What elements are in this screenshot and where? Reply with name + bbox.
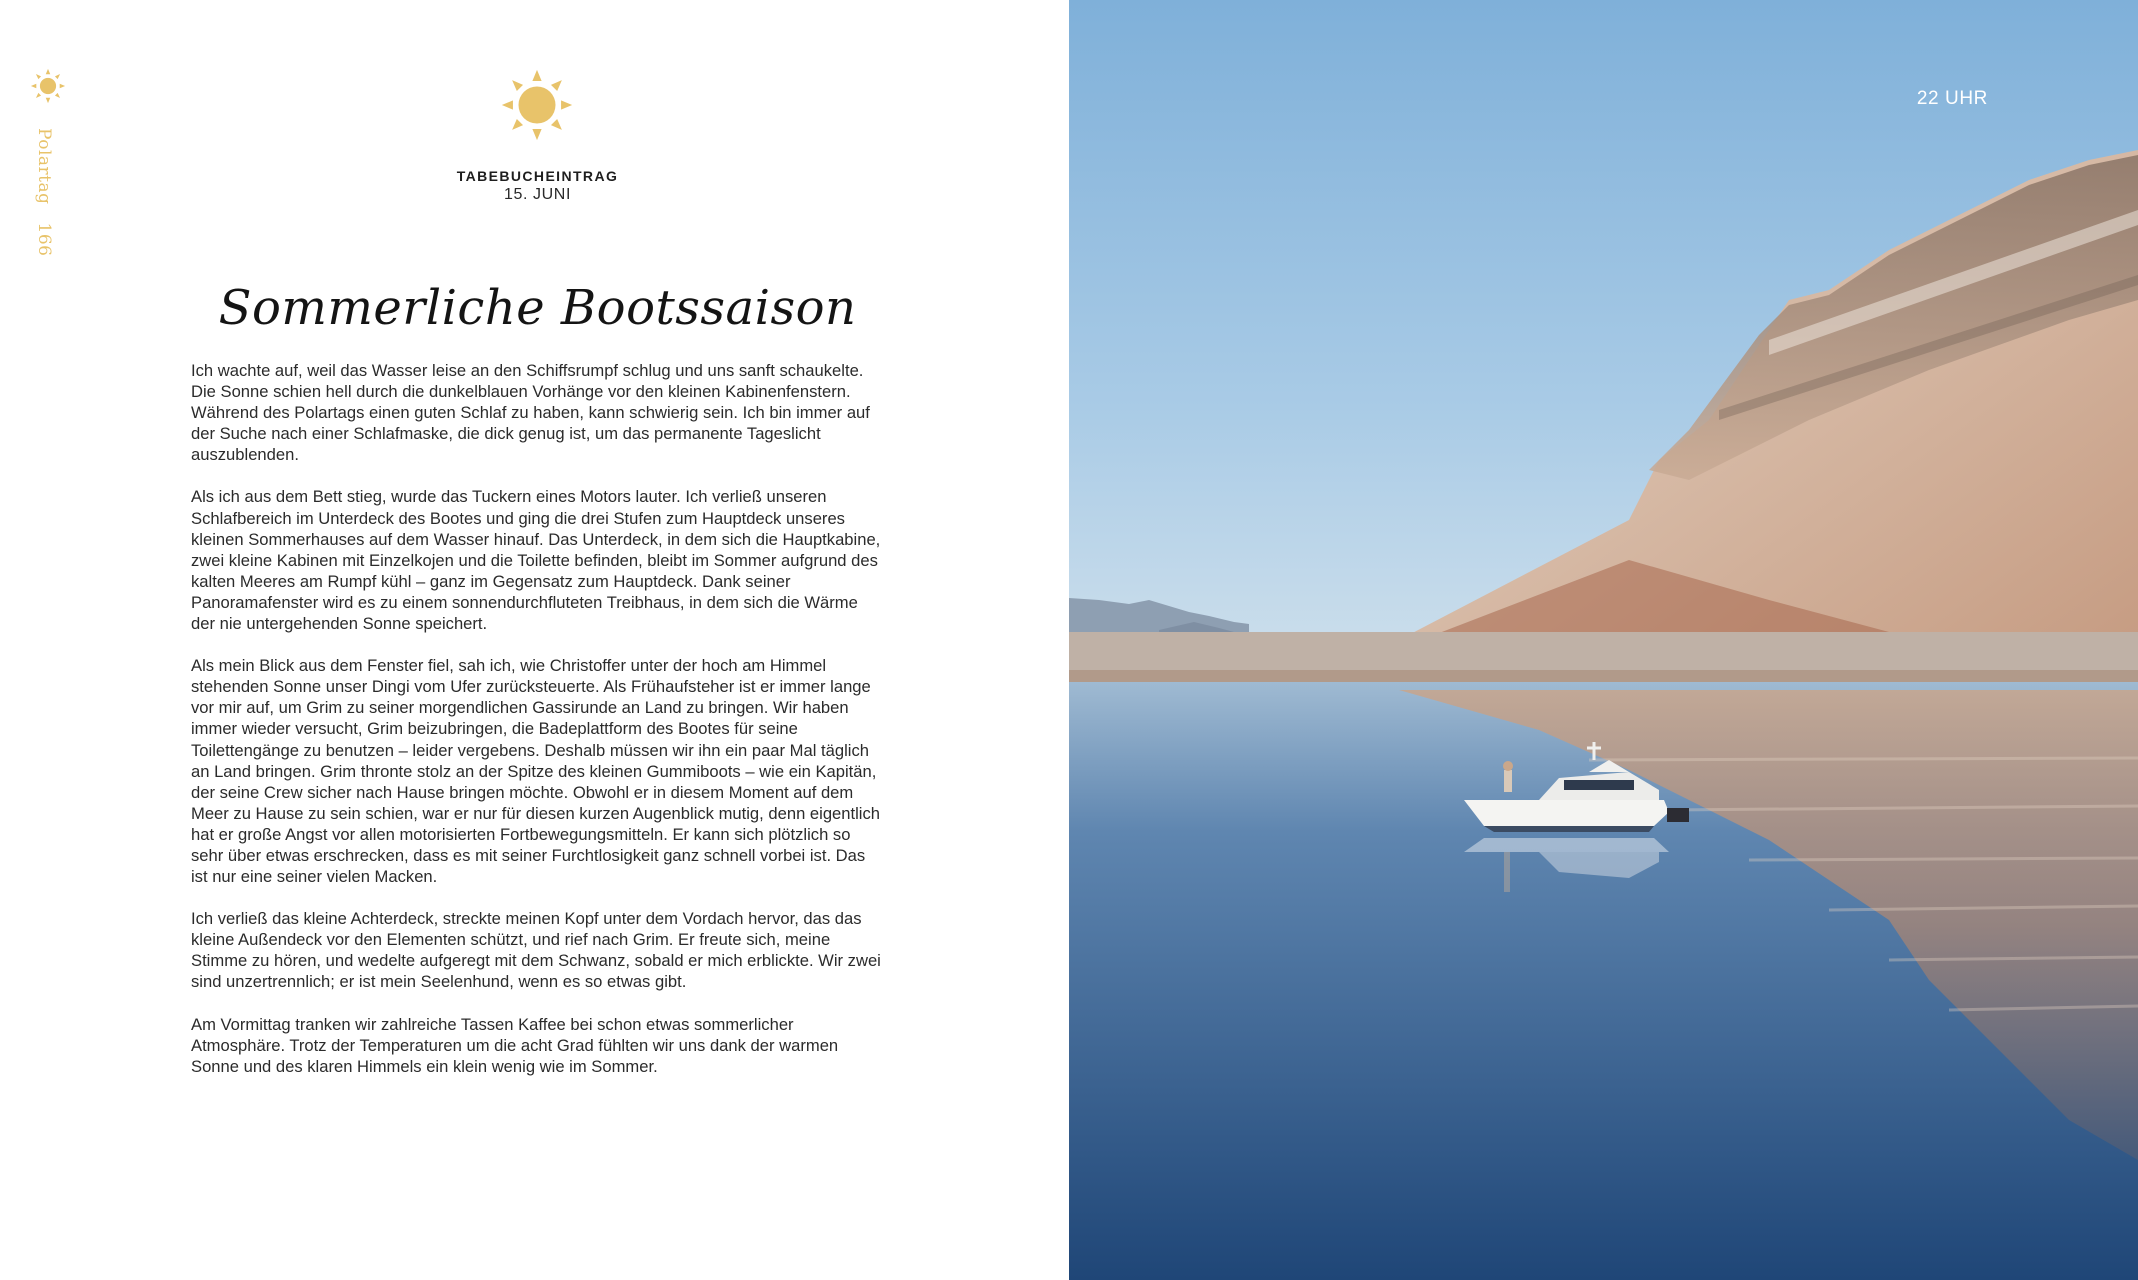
- paragraph: Als ich aus dem Bett stieg, wurde das Tuckern eines Motors lauter. Ich verließ unseren Schlafbereich im Unterdeck des Bootes und ging die drei Stufen zum Hauptdeck unseres kleinen Sommerhauses auf dem Wasser hinauf. Das Unterdeck, in dem sich die Hauptkabine, zwei kleine Kabinen mit Einzelkojen und die Toilette befinden, bleibt im Sommer aufgrund des kalten Meeres am Rumpf kühl – ganz im Gegensatz zum Hauptdeck. Dank seiner Panoramafenster wird es zu einem sonnendurchfluteten Treibhaus, in dem sich die Wärme der nie untergehenden Sonne speichert.: [191, 487, 881, 634]
- time-label: 22 UHR: [1916, 88, 1988, 109]
- paragraph: Am Vormittag tranken wir zahlreiche Tassen Kaffee bei schon etwas sommerlicher Atmosphäre. Trotz der Temperaturen um die acht Grad fühlten wir uns dank der warmen Sonne und des klaren Himmels ein klein wenig wie im Sommer.: [191, 1014, 839, 1076]
- paragraph: Ich wachte auf, weil das Wasser leise an den Schiffsrumpf schlug und uns sanft schaukelte. Die Sonne schien hell durch die dunkelblauen Vorhänge vor den kleinen Kabinenfenstern. Während des Polartags einen guten Schlaf zu haben, kann schwierig sein. Ich bin immer auf der Suche nach einer Schlafmaske, die dick genug ist, um das permanente Tageslicht auszublenden.: [191, 361, 870, 465]
- fjord-boat-photo: [1069, 0, 2138, 1280]
- sun-icon: [500, 68, 574, 142]
- page-title: Sommerliche Bootssaison: [218, 280, 857, 336]
- right-page: [1069, 0, 2138, 1280]
- running-head-section: Polartag: [34, 128, 54, 205]
- paragraph: Ich verließ das kleine Achterdeck, streckte meinen Kopf unter dem Vordach hervor, das das kleine Außendeck vor den Elementen schützt, und rief nach Grim. Er freute sich, meine Stimme zu hören, und wedelte aufgeregt mit dem Schwanz, sobald er mich erblickte. Wir zwei sind unzertrennlich; er ist mein Seelenhund, wenn es so etwas gibt.: [191, 909, 881, 992]
- sun-icon: [30, 68, 66, 104]
- page-number: 166: [34, 222, 54, 257]
- paragraph: Als mein Blick aus dem Fenster fiel, sah ich, wie Christoffer unter der hoch am Himmel stehenden Sonne unser Dingi vom Ufer zurücksteuerte. Als Frühaufsteher ist er immer lange vor mir auf, um Grim zu seiner morgendlichen Gassirunde an Land zu bringen. Wir haben immer wieder versucht, Grim beizubringen, die Badeplattform des Bootes für seine Toilettengänge zu benutzen – leider vergebens. Deshalb müssen wir ihn ein paar Mal täglich an Land bringen. Grim thronte stolz an der Spitze des kleinen Gummiboots – wie ein Kapitän, der seine Crew sicher nach Hause bringen möchte. Obwohl er in diesem Moment auf dem Meer zu Hause zu sein schien, war er nur für diesen kurzen Augenblick mutig, denn eigentlich hat er große Angst vor allen motorisierten Fortbewegungsmitteln. Er kann sich plötzlich so sehr über etwas erschrecken, dass es mit seiner Furchtlosigkeit ganz schnell vorbei ist. Das ist nur eine seiner vielen Macken.: [191, 656, 881, 887]
- entry-date: 15. JUNI: [503, 186, 572, 203]
- body-text: [191, 360, 883, 1098]
- entry-label: TABEBUCHEINTRAG: [456, 168, 619, 184]
